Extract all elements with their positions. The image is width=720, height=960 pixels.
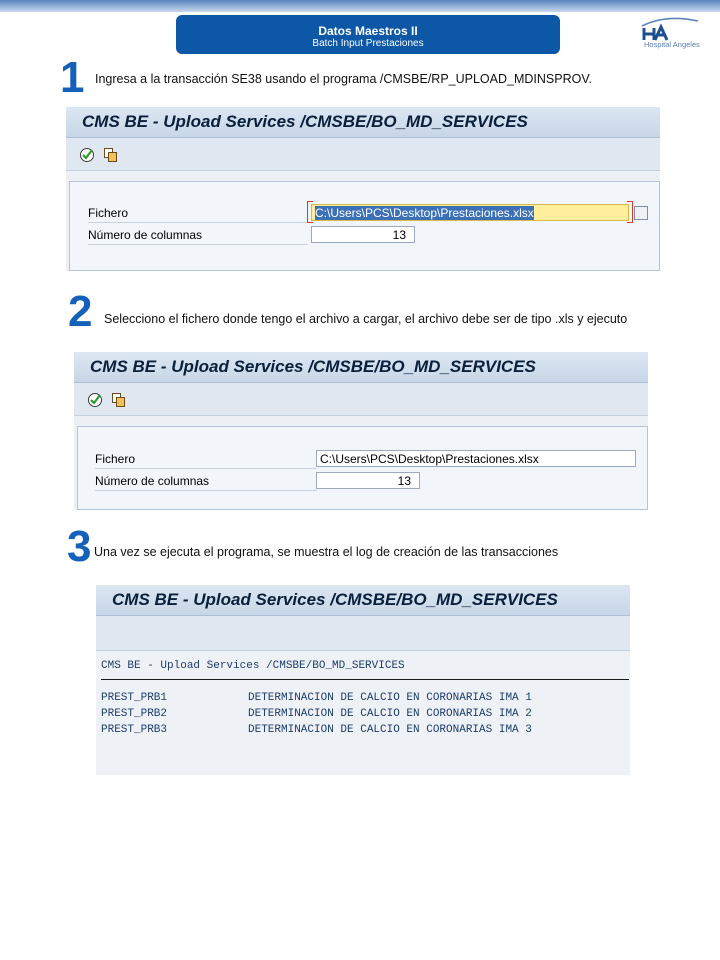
value-help-icon[interactable] xyxy=(634,206,648,220)
step-number-2: 2 xyxy=(68,287,93,336)
sap-selection-area xyxy=(69,181,660,271)
selected-file-path: C:\Users\PCS\Desktop\Prestaciones.xlsx xyxy=(315,206,534,220)
field-label-columnas: Número de columnas xyxy=(88,228,203,242)
columns-input[interactable]: 13 xyxy=(316,472,420,489)
sap-screen-title: CMS BE - Upload Services /CMSBE/BO_MD_SERVICES xyxy=(90,357,536,376)
log-row-code: PREST_PRB1 xyxy=(101,692,168,704)
document-subtitle: Batch Input Prestaciones xyxy=(312,38,424,49)
sap-screen-3 xyxy=(96,585,630,775)
focus-bracket-right xyxy=(627,201,633,223)
sap-screen-title: CMS BE - Upload Services /CMSBE/BO_MD_SERVICES xyxy=(82,112,528,131)
execute-icon[interactable] xyxy=(87,392,103,408)
columns-input[interactable]: 13 xyxy=(311,226,415,243)
sap-title-bar xyxy=(66,107,660,138)
step-number-1: 1 xyxy=(60,53,85,102)
sap-selection-area xyxy=(77,426,648,510)
log-row-code: PREST_PRB3 xyxy=(101,724,168,736)
step-number-3: 3 xyxy=(67,522,92,571)
sap-screen-1 xyxy=(66,107,660,271)
field-label-columnas: Número de columnas xyxy=(95,474,210,488)
file-path-input[interactable] xyxy=(311,204,629,221)
field-underline xyxy=(88,244,308,245)
field-underline xyxy=(95,490,317,491)
variant-icon[interactable] xyxy=(103,147,119,163)
field-label-fichero: Fichero xyxy=(95,452,136,466)
document-header xyxy=(176,15,560,54)
step-text-3: Una vez se ejecuta el programa, se muestra el log de creación de las transacciones xyxy=(94,545,559,559)
step-text-2: Selecciono el fichero donde tengo el archivo a cargar, el archivo debe ser de tipo .xls y ejecuto xyxy=(104,312,628,326)
sap-screen-2 xyxy=(74,352,648,510)
log-row-description: DETERMINACION DE CALCIO EN CORONARIAS IMA 2 xyxy=(248,708,532,720)
sap-title-bar xyxy=(74,352,648,383)
sap-toolbar xyxy=(96,616,630,651)
logo-text: Hospital Angeles xyxy=(644,40,700,49)
file-path-input[interactable]: C:\Users\PCS\Desktop\Prestaciones.xlsx xyxy=(316,450,636,467)
top-gradient-bar xyxy=(0,0,720,12)
log-row-code: PREST_PRB2 xyxy=(101,708,168,720)
log-row-description: DETERMINACION DE CALCIO EN CORONARIAS IMA 1 xyxy=(248,692,532,704)
sap-screen-title: CMS BE - Upload Services /CMSBE/BO_MD_SERVICES xyxy=(112,590,558,609)
field-label-fichero: Fichero xyxy=(88,206,129,220)
execute-icon[interactable] xyxy=(79,147,95,163)
log-divider xyxy=(101,679,629,680)
sap-toolbar xyxy=(74,383,648,416)
log-area xyxy=(96,652,630,775)
sap-toolbar xyxy=(66,138,660,171)
step-text-1: Ingresa a la transacción SE38 usando el programa /CMSBE/RP_UPLOAD_MDINSPROV. xyxy=(95,72,592,86)
log-row-description: DETERMINACION DE CALCIO EN CORONARIAS IMA 3 xyxy=(248,724,532,736)
sap-title-bar xyxy=(96,585,630,616)
variant-icon[interactable] xyxy=(111,392,127,408)
log-header: CMS BE - Upload Services /CMSBE/BO_MD_SERVICES xyxy=(101,660,405,672)
field-underline xyxy=(95,468,317,469)
field-underline xyxy=(88,222,308,223)
document-title: Datos Maestros II xyxy=(318,24,418,38)
